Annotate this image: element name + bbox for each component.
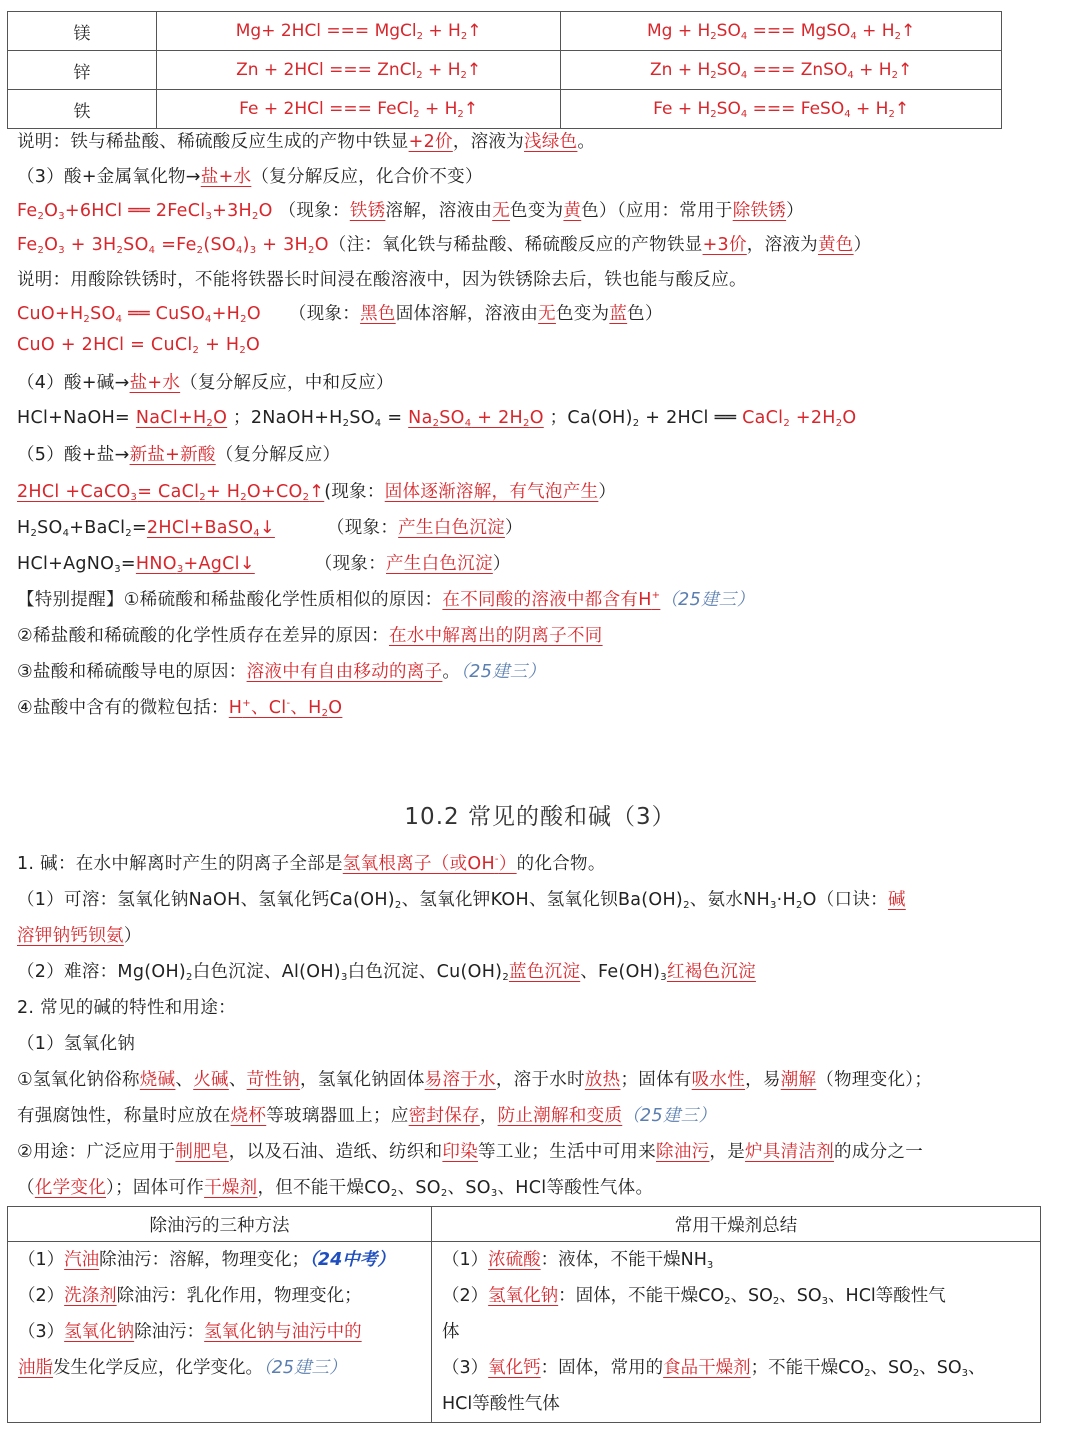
naoh-properties: ①氢氧化钠俗称烧碱、火碱、苛性钠，氢氧化钠固体易溶于水，溶于水时放热；固体有吸水性，易潮解（物理变化）； (17, 1070, 933, 1090)
equation-cuo-h2so4: $CuO+H_2SO_4$ ══ $CuSO_4+H_2O$ （现象：黑色固体溶解，溶液由无色变为蓝色） (17, 304, 663, 325)
table-row (8, 51, 1002, 90)
list-item: （3）氢氧化钠除油污：氢氧化钠与油污中的 (18, 1322, 362, 1342)
h2so4-equation: $Mg + H_2SO_4$ === MgSO$_4$ + $H_2↑$ (561, 12, 1002, 51)
base-mnemonic: 溶钾钠钙钡氨） (17, 926, 142, 946)
equation-hcl-agno3: $HCl+AgNO_3=HNO_3+AgCl↓$ （现象：产生白色沉淀） (17, 554, 511, 575)
list-item: 体 (442, 1322, 460, 1342)
note-iron-valence: 说明：铁与稀盐酸、稀硫酸反应生成的产物中铁显+2价，溶液为浅绿色。 (17, 132, 596, 152)
tip-similar-properties: 【特别提醒】①稀硫酸和稀盐酸化学性质相似的原因：在不同酸的溶液中都含有H+（25建三） (17, 590, 755, 610)
naoh-uses: ②用途：广泛应用于制肥皂，以及石油、造纸、纺织和印染等工业；生活中可用来除油污，是炉具清洁剂的成分之一 (17, 1142, 924, 1162)
equation-hcl-caco3: 2HCl +CaCO$_3$= CaCl$_2$+ $H_2O+CO_2↑$(现象：固体逐渐溶解，有气泡产生） (17, 482, 617, 503)
base-insoluble: （2）难溶：$Mg(OH)_2$白色沉淀、$Al(OH)_3$白色沉淀、$Cu(OH)_2$蓝色沉淀、$Fe(OH)_3$红褐色沉淀 (17, 962, 756, 983)
metal-cell: 镁 (8, 12, 157, 51)
heading-acid-base: （4）酸+碱→盐+水（复分解反应，中和反应） (17, 373, 394, 393)
equations-neutralization: HCl+NaOH= $NaCl+H_2O$ ；$2NaOH+H_2SO_4 = Na_2SO_4 + 2H_2O$ ；$Ca(OH)_2 + 2HCl$ ══ CaCl$_2$ $+2H_2O$ (17, 408, 857, 429)
list-item: （1）汽油除油污：溶解，物理变化；（24中考） (18, 1250, 395, 1270)
list-item: 油脂发生化学反应，化学变化。（25建三） (18, 1358, 347, 1378)
list-item: （3）氧化钙：固体，常用的食品干燥剂；不能干燥$CO_2$、$SO_2$、$SO_3$、 (442, 1358, 986, 1379)
tip-conductivity: ③盐酸和稀硫酸导电的原因：溶液中有自由移动的离子。（25建三） (17, 662, 546, 682)
heading-acid-salt: （5）酸+盐→新盐+新酸（复分解反应） (17, 445, 341, 465)
header-degreasing: 除油污的三种方法 (8, 1207, 432, 1242)
metal-acid-table (7, 11, 1002, 129)
base-soluble: （1）可溶：氢氧化钠NaOH、氢氧化钙$Ca(OH)_2$、氢氧化钾KOH、氢氧化钡$Ba(OH)_2$、氨水$NH_3\cdot H_2O$（口诀：碱 (17, 890, 906, 911)
summary-table (7, 1206, 1041, 1423)
hcl-equation: Fe + 2HCl === FeCl$_2$ + $H_2↑$ (157, 90, 561, 129)
naoh-desiccant: （化学变化）；固体可作干燥剂，但不能干燥$CO_2$、$SO_2$、$SO_3$、HCl等酸性气体。 (17, 1178, 654, 1199)
list-item: HCl等酸性气体 (442, 1394, 560, 1414)
section-title: 10.2 常见的酸和碱（3） (404, 804, 676, 830)
h2so4-equation: $Zn + H_2SO_4$ === ZnSO$_4$ + $H_2↑$ (561, 51, 1002, 90)
heading-acid-metal-oxide: （3）酸+金属氧化物→盐+水（复分解反应，化合价不变） (17, 167, 483, 187)
list-item: （1）浓硫酸：液体，不能干燥$NH_3$ (442, 1250, 714, 1271)
metal-cell: 锌 (8, 51, 157, 90)
degreasing-methods-cell (8, 1242, 432, 1423)
tip-different-properties: ②稀盐酸和稀硫酸的化学性质存在差异的原因：在水中解离出的阴离子不同 (17, 626, 603, 646)
heading-base-uses: 2. 常见的碱的特性和用途： (17, 998, 236, 1018)
note-rust-removal: 说明：用酸除铁锈时，不能将铁器长时间浸在酸溶液中，因为铁锈除去后，铁也能与酸反应。 (17, 270, 747, 290)
equation-fe2o3-hcl: $Fe_2O_3+6HCl$ ══ $2FeCl_3+3H_2O$ （现象：铁锈溶解，溶液由无色变为黄色）（应用：常用于除铁锈） (17, 201, 804, 222)
list-item: （2）洗涤剂除油污：乳化作用，物理变化； (18, 1286, 362, 1306)
table-row (8, 1242, 1041, 1423)
h2so4-equation: $Fe + H_2SO_4$ === FeSO$_4$ + $H_2↑$ (561, 90, 1002, 129)
tip-particles: ④盐酸中含有的微粒包括：H+、Cl-、$H_2O$ (17, 698, 343, 719)
base-definition: 1. 碱：在水中解离时产生的阴离子全部是氢氧根离子（或OH-）的化合物。 (17, 854, 606, 874)
table-row (8, 12, 1002, 51)
equation-fe2o3-h2so4: $Fe_2O_3 + 3H_2SO_4 =Fe_2(SO_4)_3 + 3H_2O$（注：氧化铁与稀盐酸、稀硫酸反应的产物铁显+3价，溶液为黄色） (17, 235, 872, 256)
header-desiccants: 常用干燥剂总结 (432, 1207, 1041, 1242)
list-item: （2）氢氧化钠：固体，不能干燥$CO_2$、$SO_2$、$SO_3$、HCl等酸性气 (442, 1286, 946, 1307)
equation-h2so4-bacl2: $H_2SO_4+BaCl_2=2HCl+BaSO_4↓$ （现象：产生白色沉淀） (17, 518, 523, 539)
table-row (8, 1207, 1041, 1242)
hcl-equation: Mg+ 2HCl === MgCl$_2$ + $H_2↑$ (157, 12, 561, 51)
heading-naoh: （1）氢氧化钠 (17, 1034, 136, 1054)
metal-cell: 铁 (8, 90, 157, 129)
table-row (8, 90, 1002, 129)
naoh-storage: 有强腐蚀性，称量时应放在烧杯等玻璃器皿上；应密封保存，防止潮解和变质（25建三） (17, 1106, 717, 1126)
hcl-equation: Zn + 2HCl === ZnCl$_2$ + $H_2↑$ (157, 51, 561, 90)
desiccants-cell (432, 1242, 1041, 1423)
equation-cuo-hcl: CuO + 2HCl = CuCl$_2$ + $H_2O$ (17, 335, 261, 356)
